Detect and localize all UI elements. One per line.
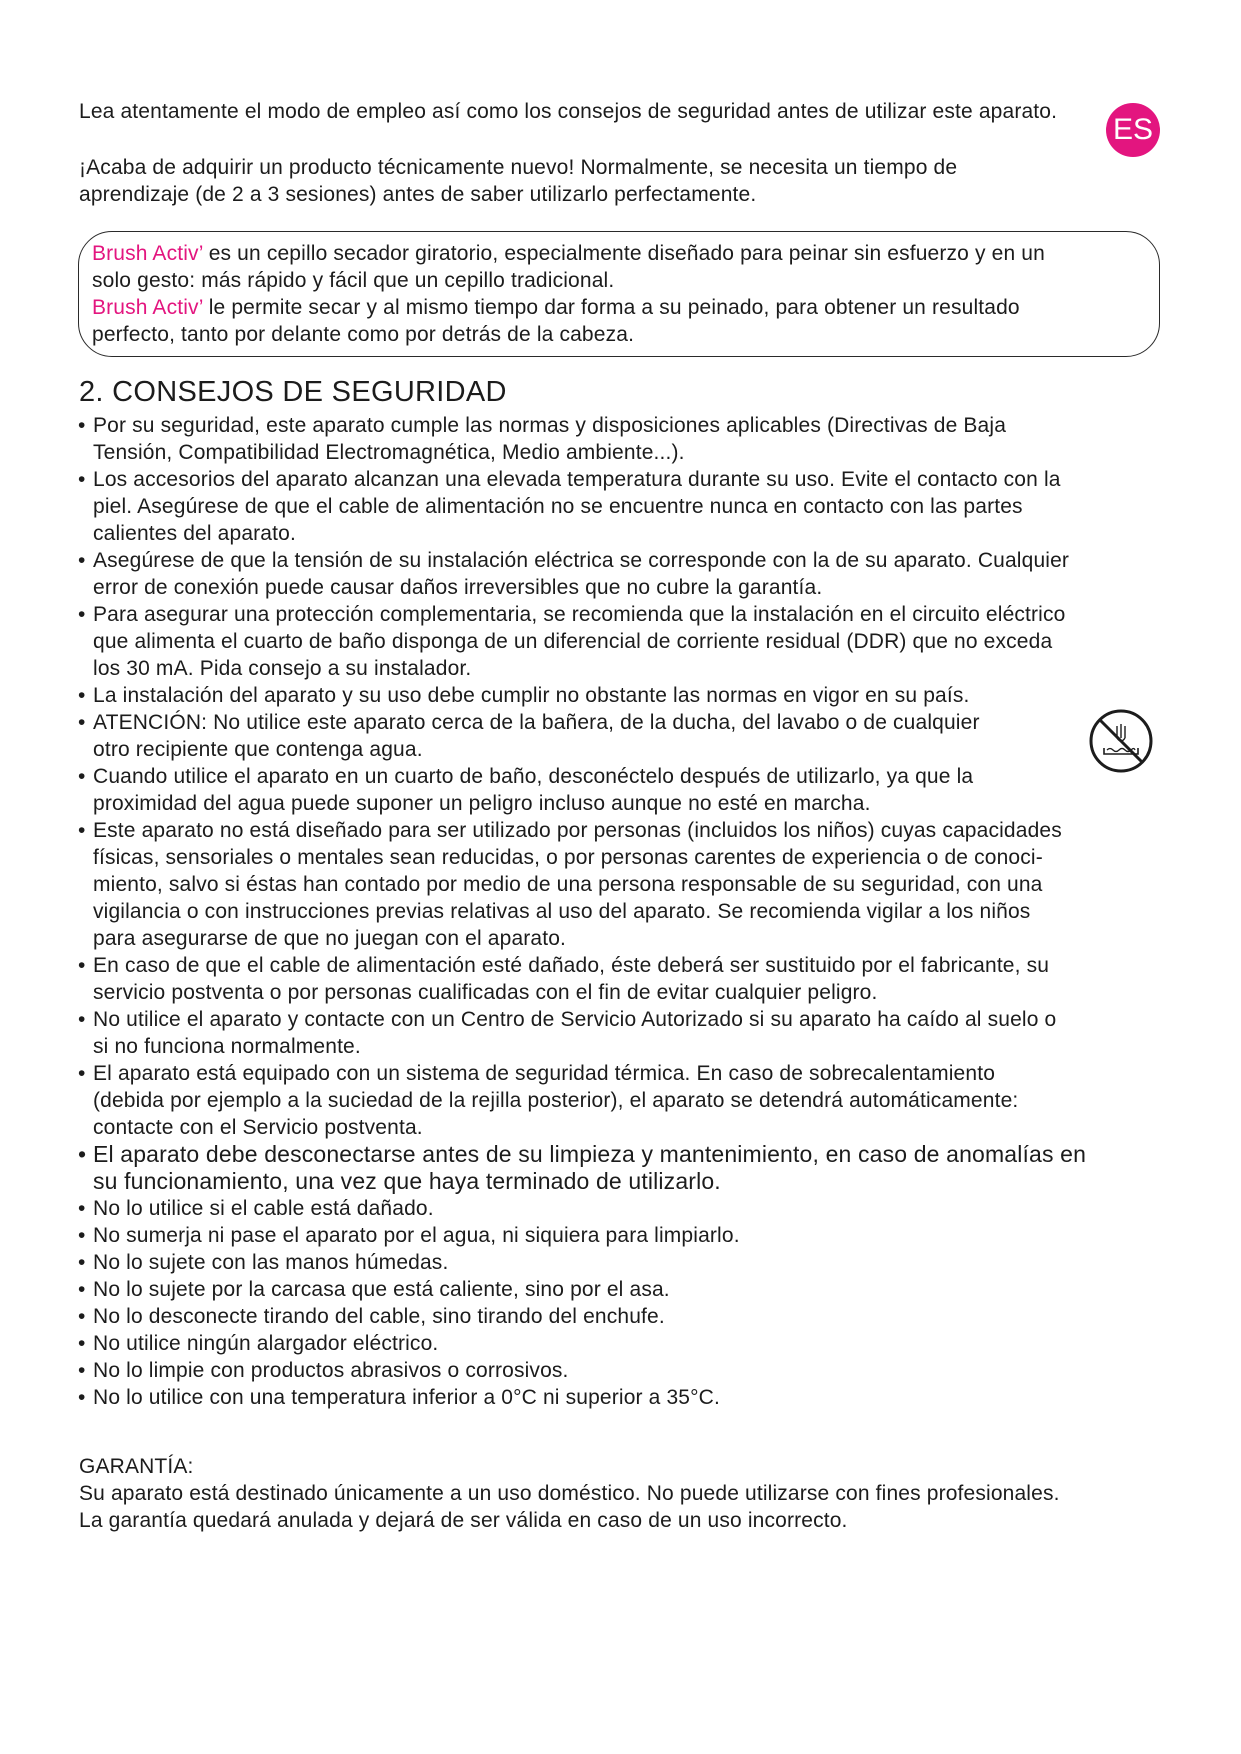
intro-line: Lea atentamente el modo de empleo así como los consejos de seguridad antes de utilizar este aparato. [79, 100, 1058, 123]
info-line: solo gesto: más rápido y fácil que un cepillo tradicional. [92, 269, 615, 292]
bullet-marker: • [78, 819, 86, 842]
bullet-text: Para asegurar una protección complementaria, se recomienda que la instalación en el circuito eléctrico que alimenta el cuarto de baño disponga de un diferencial de corriente residual (DDR) que no exceda los 30 mA. Pida consejo a su instalador. [93, 603, 1066, 680]
bullet-marker: • [78, 1224, 86, 1247]
bullet-item [78, 412, 1203, 466]
bullet-text: No sumerja ni pase el aparato por el agua, ni siquiera para limpiarlo. [93, 1224, 740, 1247]
bullet-marker: • [78, 1251, 86, 1274]
bullet-marker: • [78, 1197, 86, 1220]
bullet-marker: • [78, 549, 86, 572]
bullet-marker: • [78, 684, 86, 707]
bullet-item [78, 1060, 1203, 1141]
bullet-text: No lo sujete con las manos húmedas. [93, 1251, 449, 1274]
bullet-item [78, 1276, 1203, 1303]
brand-name: Brush Activ’ [92, 242, 203, 265]
bullet-text: El aparato está equipado con un sistema de seguridad térmica. En caso de sobrecalentamiento (debida por ejemplo a la suciedad de la rejilla posterior), el aparato se detendrá automáticamente: contacte con el Servicio postventa. [93, 1062, 1019, 1139]
bullet-text: No utilice ningún alargador eléctrico. [93, 1332, 439, 1355]
bullet-marker: • [78, 1141, 87, 1167]
bullet-text: No lo sujete por la carcasa que está caliente, sino por el asa. [93, 1278, 670, 1301]
brand-name: Brush Activ’ [92, 296, 203, 319]
bullet-text: La instalación del aparato y su uso debe cumplir no obstante las normas en vigor en su país. [93, 684, 970, 707]
bullet-text: No lo utilice con una temperatura inferior a 0°C ni superior a 35°C. [93, 1386, 720, 1409]
bullet-text: No utilice el aparato y contacte con un Centro de Servicio Autorizado si su aparato ha caído al suelo o si no funciona normalmente. [93, 1008, 1057, 1058]
bullet-item [78, 1249, 1203, 1276]
warranty-section [79, 1453, 1204, 1534]
bullet-item [78, 1006, 1203, 1060]
bullet-marker: • [78, 603, 86, 626]
info-line [92, 240, 1159, 267]
bullet-item [78, 817, 1203, 952]
bullet-marker: • [78, 765, 86, 788]
bullet-item [78, 1357, 1203, 1384]
info-line [92, 294, 1159, 321]
no-water-icon [1088, 708, 1154, 774]
bullet-item [78, 1330, 1203, 1357]
warranty-line: La garantía quedará anulada y dejará de ser válida en caso de un uso incorrecto. [79, 1509, 848, 1532]
bullet-text: Los accesorios del aparato alcanzan una elevada temperatura durante su uso. Evite el contacto con la piel. Asegúrese de que el cable de alimentación no se encuentre nunca en contacto con las partes calientes del aparato. [93, 468, 1061, 545]
language-badge: ES [1106, 103, 1160, 157]
bullet-marker: • [78, 1359, 86, 1382]
safety-bullet-list [78, 412, 1203, 1411]
bullet-text: No lo limpie con productos abrasivos o corrosivos. [93, 1359, 569, 1382]
bullet-item [78, 1222, 1203, 1249]
bullet-marker: • [78, 1386, 86, 1409]
paragraph-line: aprendizaje (de 2 a 3 sesiones) antes de saber utilizarlo perfectamente. [79, 183, 757, 206]
bullet-item [78, 682, 1203, 709]
info-text: le permite secar y al mismo tiempo dar forma a su peinado, para obtener un resultado [202, 296, 1020, 319]
bullet-item [78, 1141, 1203, 1195]
info-line: perfecto, tanto por delante como por detrás de la cabeza. [92, 323, 635, 346]
bullet-marker: • [78, 1008, 86, 1031]
bullet-text: Cuando utilice el aparato en un cuarto de baño, desconéctelo después de utilizarlo, ya que la proximidad del agua puede suponer un peligro incluso aunque no esté en marcha. [93, 765, 974, 815]
bullet-item [78, 763, 1203, 817]
bullet-text: Este aparato no está diseñado para ser utilizado por personas (incluidos los niños) cuyas capacidades físicas, sensoriales o mentales sean reducidas, o por personas carentes de experiencia o de conoci- miento, salvo si éstas han contado por medio de una persona responsable de su seguridad, con una vigilancia o con instrucciones previas relativas al uso del aparato. Se recomienda vigilar a los niños para asegurarse de que no juegan con el aparato. [93, 819, 1062, 950]
bullet-item [78, 1303, 1203, 1330]
bullet-marker: • [78, 1305, 86, 1328]
bullet-item [78, 1195, 1203, 1222]
bullet-item [78, 952, 1203, 1006]
bullet-marker: • [78, 954, 86, 977]
product-info-box [78, 231, 1160, 357]
bullet-item [78, 601, 1203, 682]
bullet-item [78, 466, 1203, 547]
paragraph-line: ¡Acaba de adquirir un producto técnicamente nuevo! Normalmente, se necesita un tiempo de [79, 156, 958, 179]
bullet-text: El aparato debe desconectarse antes de su limpieza y mantenimiento, en caso de anomalías en su funcionamiento, una vez que haya terminado de utilizarlo. [93, 1141, 1087, 1194]
bullet-marker: • [78, 1332, 86, 1355]
bullet-text: ATENCIÓN: No utilice este aparato cerca de la bañera, de la ducha, del lavabo o de cualquier otro recipiente que contenga agua. [93, 711, 980, 761]
bullet-marker: • [78, 711, 86, 734]
warranty-title: GARANTÍA: [79, 1455, 194, 1478]
bullet-item [78, 1384, 1203, 1411]
bullet-item [78, 709, 1203, 763]
warranty-line: Su aparato está destinado únicamente a un uso doméstico. No puede utilizarse con fines profesionales. [79, 1482, 1060, 1505]
bullet-text: En caso de que el cable de alimentación esté dañado, éste deberá ser sustituido por el fabricante, su servicio postventa o por personas cualificadas con el fin de evitar cualquier peligro. [93, 954, 1050, 1004]
bullet-marker: • [78, 1278, 86, 1301]
bullet-text: Asegúrese de que la tensión de su instalación eléctrica se corresponde con la de su aparato. Cualquier error de conexión puede causar daños irreversibles que no cubre la garantía. [93, 549, 1070, 599]
bullet-item [78, 547, 1203, 601]
bullet-text: Por su seguridad, este aparato cumple las normas y disposiciones aplicables (Directivas de Baja Tensión, Compatibilidad Electromagnética, Medio ambiente...). [93, 414, 1007, 464]
section-title: 2. CONSEJOS DE SEGURIDAD [79, 376, 507, 408]
new-product-paragraph [79, 154, 1159, 208]
bullet-text: No lo desconecte tirando del cable, sino tirando del enchufe. [93, 1305, 665, 1328]
bullet-text: No lo utilice si el cable está dañado. [93, 1197, 434, 1220]
bullet-marker: • [78, 414, 86, 437]
info-text: es un cepillo secador giratorio, especialmente diseñado para peinar sin esfuerzo y en un [202, 242, 1045, 265]
bullet-marker: • [78, 468, 86, 491]
bullet-marker: • [78, 1062, 86, 1085]
